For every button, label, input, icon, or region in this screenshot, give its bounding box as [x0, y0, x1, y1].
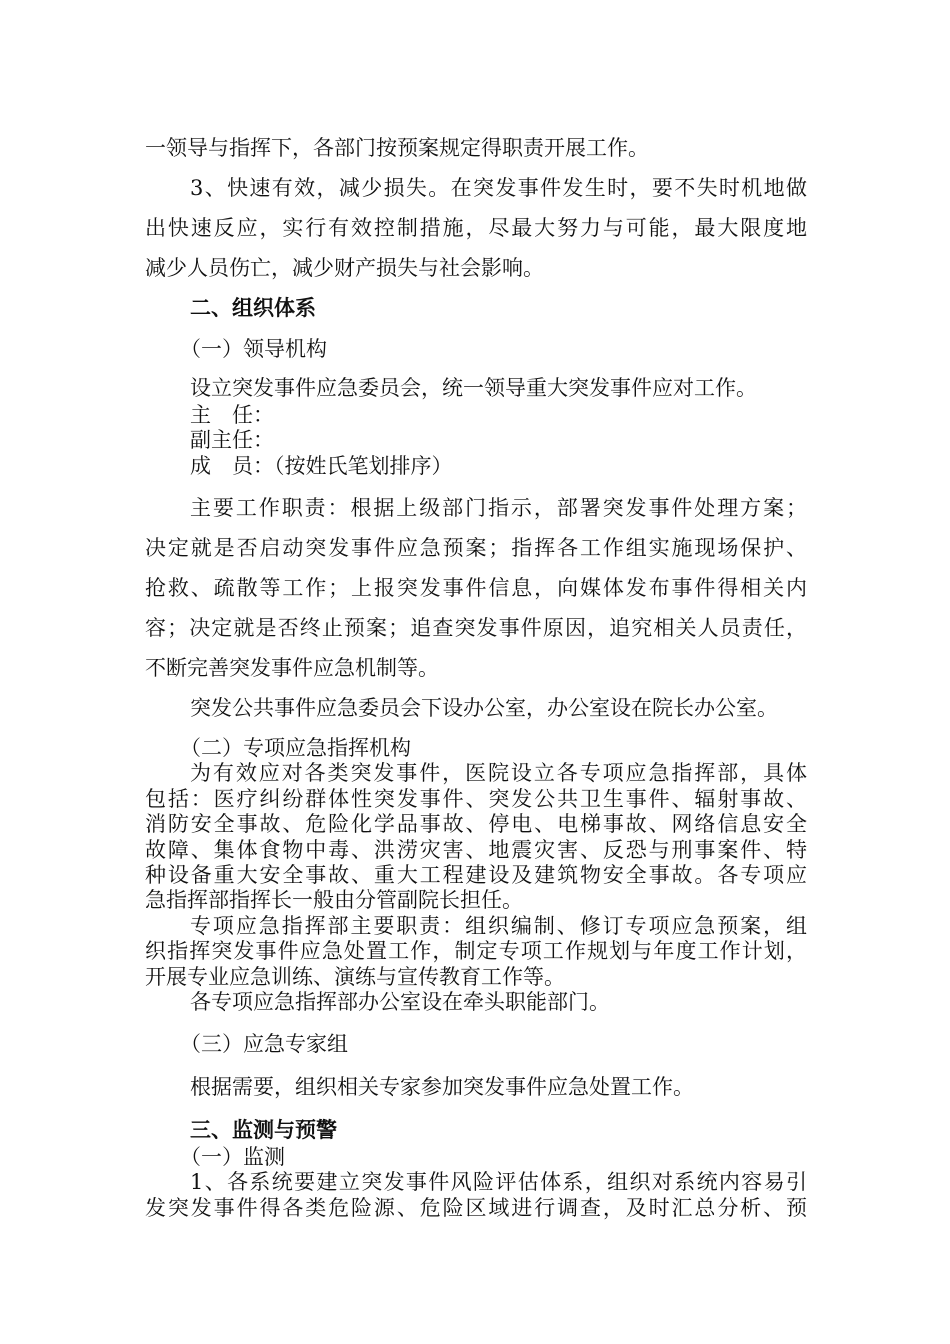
paragraph-line: 发突发事件得各类危险源、危险区域进行调查，及时汇总分析、预 — [145, 1196, 807, 1220]
paragraph-line: 设立突发事件应急委员会，统一领导重大突发事件应对工作。 — [190, 376, 757, 400]
paragraph-line: 3、快速有效，减少损失。在突发事件发生时，要不失时机地做 — [190, 176, 807, 200]
paragraph-line: 突发公共事件应急委员会下设办公室，办公室设在院长办公室。 — [190, 696, 778, 720]
paragraph-line: 急指挥部指挥长一般由分管副院长担任。 — [145, 888, 523, 912]
subsection-heading: （三）应急专家组 — [180, 1032, 348, 1056]
paragraph-line: 各专项应急指挥部办公室设在牵头职能部门。 — [190, 990, 610, 1014]
paragraph-line: 消防安全事故、危险化学品事故、停电、电梯事故、网络信息安全 — [145, 812, 807, 836]
paragraph-line: 容；决定就是否终止预案；追查突发事件原因，追究相关人员责任， — [145, 616, 807, 640]
role-line: 主 任： — [190, 403, 274, 427]
paragraph-line: 不断完善突发事件应急机制等。 — [145, 656, 439, 680]
paragraph-line: 1、各系统要建立突发事件风险评估体系，组织对系统内容易引 — [190, 1170, 807, 1194]
paragraph-line: 决定就是否启动突发事件应急预案；指挥各工作组实施现场保护、 — [145, 536, 807, 560]
subsection-heading: （一）领导机构 — [180, 337, 327, 361]
paragraph-line: 为有效应对各类突发事件，医院设立各专项应急指挥部，具体 — [190, 761, 807, 785]
role-line: 成 员：（按姓氏笔划排序） — [190, 454, 453, 478]
section-heading: 二、组织体系 — [190, 295, 316, 320]
subsection-heading: （二）专项应急指挥机构 — [180, 736, 411, 760]
paragraph-line: 出快速反应，实行有效控制措施，尽最大努力与可能，最大限度地 — [145, 216, 807, 240]
subsection-heading: （一）监测 — [180, 1145, 285, 1169]
paragraph-line: 根据需要，组织相关专家参加突发事件应急处置工作。 — [190, 1075, 694, 1099]
role-line: 副主任： — [190, 428, 274, 452]
paragraph-line: 包括：医疗纠纷群体性突发事件、突发公共卫生事件、辐射事故、 — [145, 787, 807, 811]
paragraph-line: 织指挥突发事件应急处置工作，制定专项工作规划与年度工作计划， — [145, 939, 807, 963]
section-heading: 三、监测与预警 — [190, 1117, 337, 1142]
paragraph-line: 抢救、疏散等工作；上报突发事件信息，向媒体发布事件得相关内 — [145, 576, 807, 600]
paragraph-line: 开展专业应急训练、演练与宣传教育工作等。 — [145, 965, 565, 989]
paragraph-line: 一领导与指挥下，各部门按预案规定得职责开展工作。 — [145, 136, 649, 160]
paragraph-line: 种设备重大安全事故、重大工程建设及建筑物安全事故。各专项应 — [145, 863, 807, 887]
paragraph-line: 专项应急指挥部主要职责：组织编制、修订专项应急预案，组 — [190, 914, 807, 938]
paragraph-line: 减少人员伤亡，减少财产损失与社会影响。 — [145, 256, 544, 280]
paragraph-line: 故障、集体食物中毒、洪涝灾害、地震灾害、反恐与刑事案件、特 — [145, 838, 807, 862]
paragraph-line: 主要工作职责：根据上级部门指示，部署突发事件处理方案； — [190, 496, 807, 520]
